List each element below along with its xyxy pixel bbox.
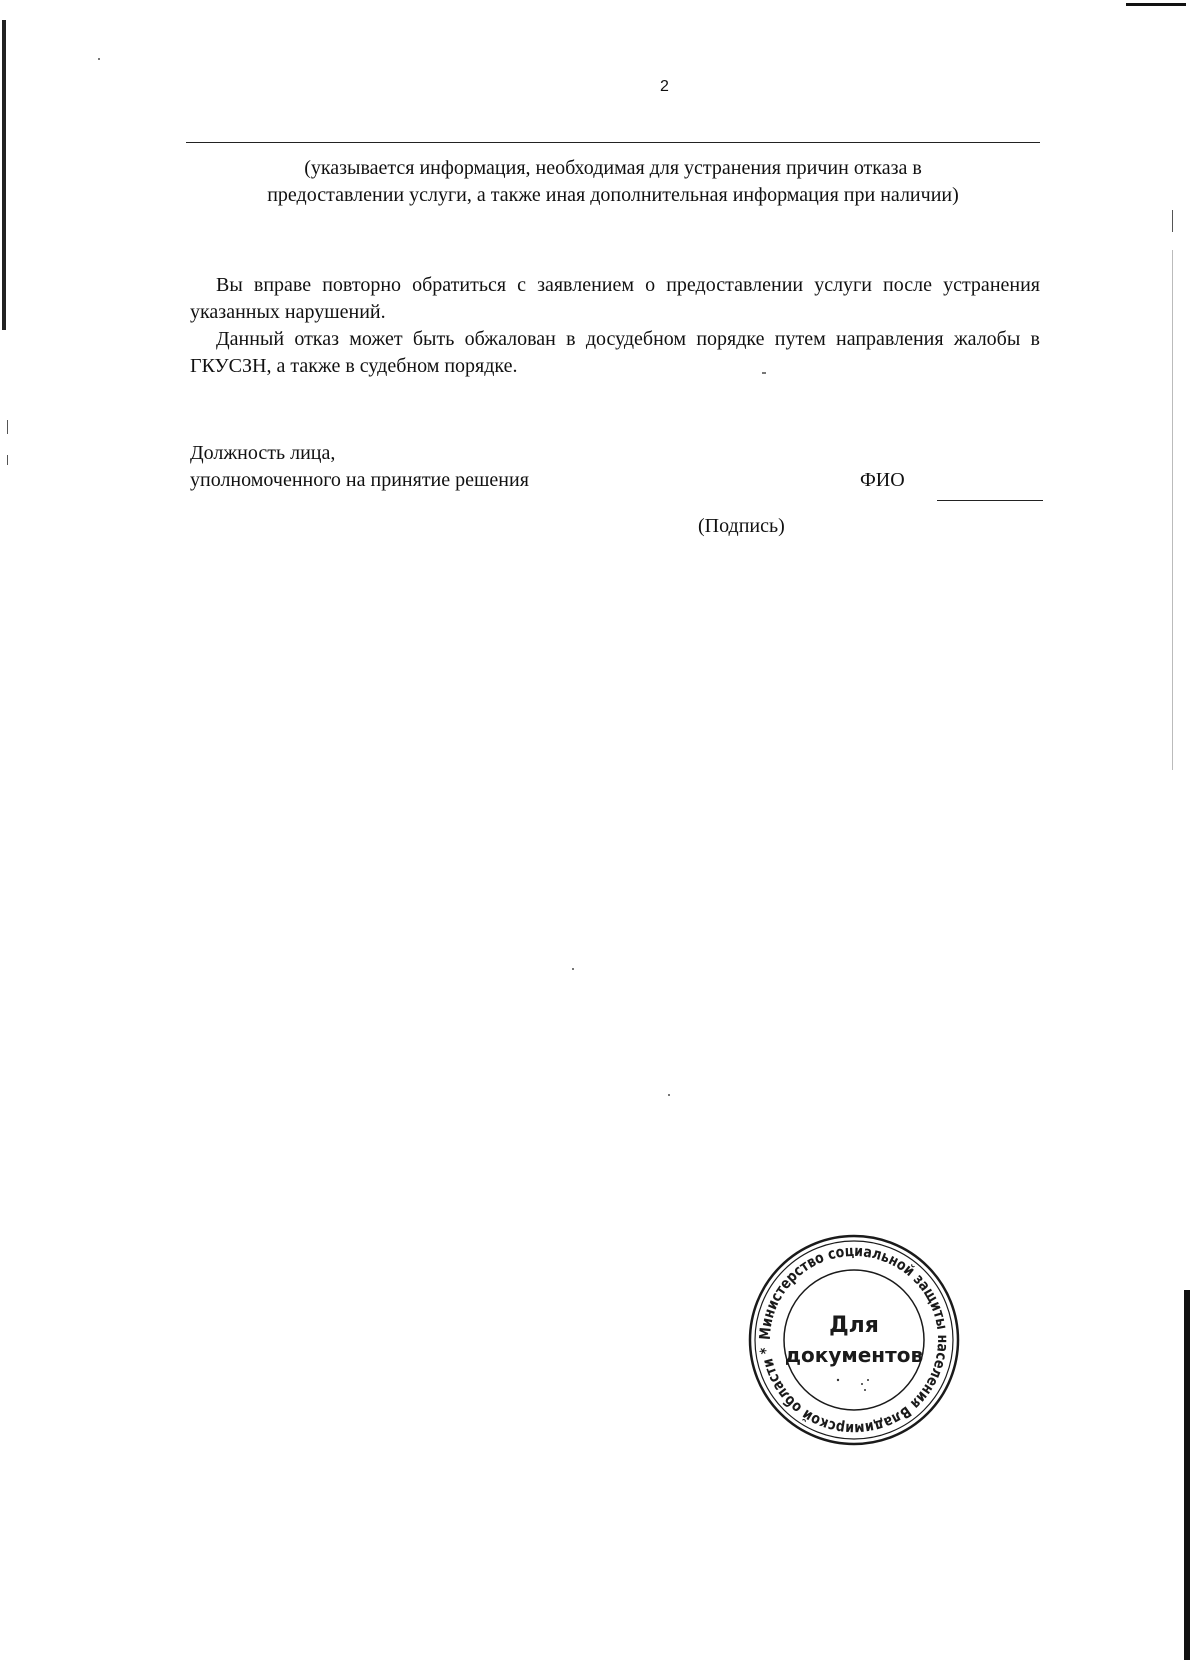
- stamp-center-text-1: Для: [829, 1313, 879, 1338]
- scan-mark: [7, 420, 8, 434]
- fill-in-hint-line: предоставлении услуги, а также иная дополнительная информация при наличии): [267, 184, 959, 206]
- official-stamp: [744, 1230, 964, 1450]
- official-position-line: уполномоченного на принятие решения: [190, 469, 529, 491]
- scan-mark: [1172, 210, 1173, 232]
- stamp-outer-ring: [750, 1236, 958, 1444]
- scan-edge-left: [2, 20, 6, 330]
- scan-speck: [98, 58, 100, 60]
- page-number: 2: [660, 78, 669, 95]
- scan-mark: [7, 455, 8, 465]
- fill-in-hint: [186, 155, 1040, 209]
- official-position-line: Должность лица,: [190, 442, 336, 464]
- reapply-paragraph: Вы вправе повторно обратиться с заявлением о предоставлении услуги после устранения указанных нарушений.: [190, 274, 1040, 323]
- signature-caption: (Подпись): [698, 515, 785, 537]
- fill-in-line: [186, 142, 1040, 143]
- stamp-ring-text: [756, 1242, 952, 1438]
- stamp-speck: [864, 1389, 866, 1391]
- stamp-center-ring: [784, 1270, 924, 1410]
- stamp-speck: [867, 1379, 869, 1381]
- signature-line: [937, 500, 1043, 501]
- scan-edge-top-right: [1126, 3, 1186, 6]
- appeal-paragraph: Данный отказ может быть обжалован в досудебном порядке путем направления жалобы в ГКУСЗН, а также в судебном порядке.: [190, 328, 1040, 377]
- fill-in-hint-line: (указывается информация, необходимая для устранения причин отказа в: [304, 157, 922, 179]
- stamp-center-text-2: документов: [784, 1343, 924, 1367]
- stamp-ring-text-path: Министерство социальной защиты населения Владимирской области *: [755, 1241, 953, 1439]
- scan-speck: [572, 968, 574, 970]
- scan-mark: [1172, 250, 1173, 770]
- scan-edge-right: [1184, 1290, 1190, 1660]
- official-position: [190, 440, 529, 494]
- stamp-speck: [861, 1383, 863, 1385]
- scan-speck: [668, 1094, 670, 1096]
- stamp-speck: [837, 1379, 839, 1381]
- fio-label: ФИО: [860, 469, 905, 491]
